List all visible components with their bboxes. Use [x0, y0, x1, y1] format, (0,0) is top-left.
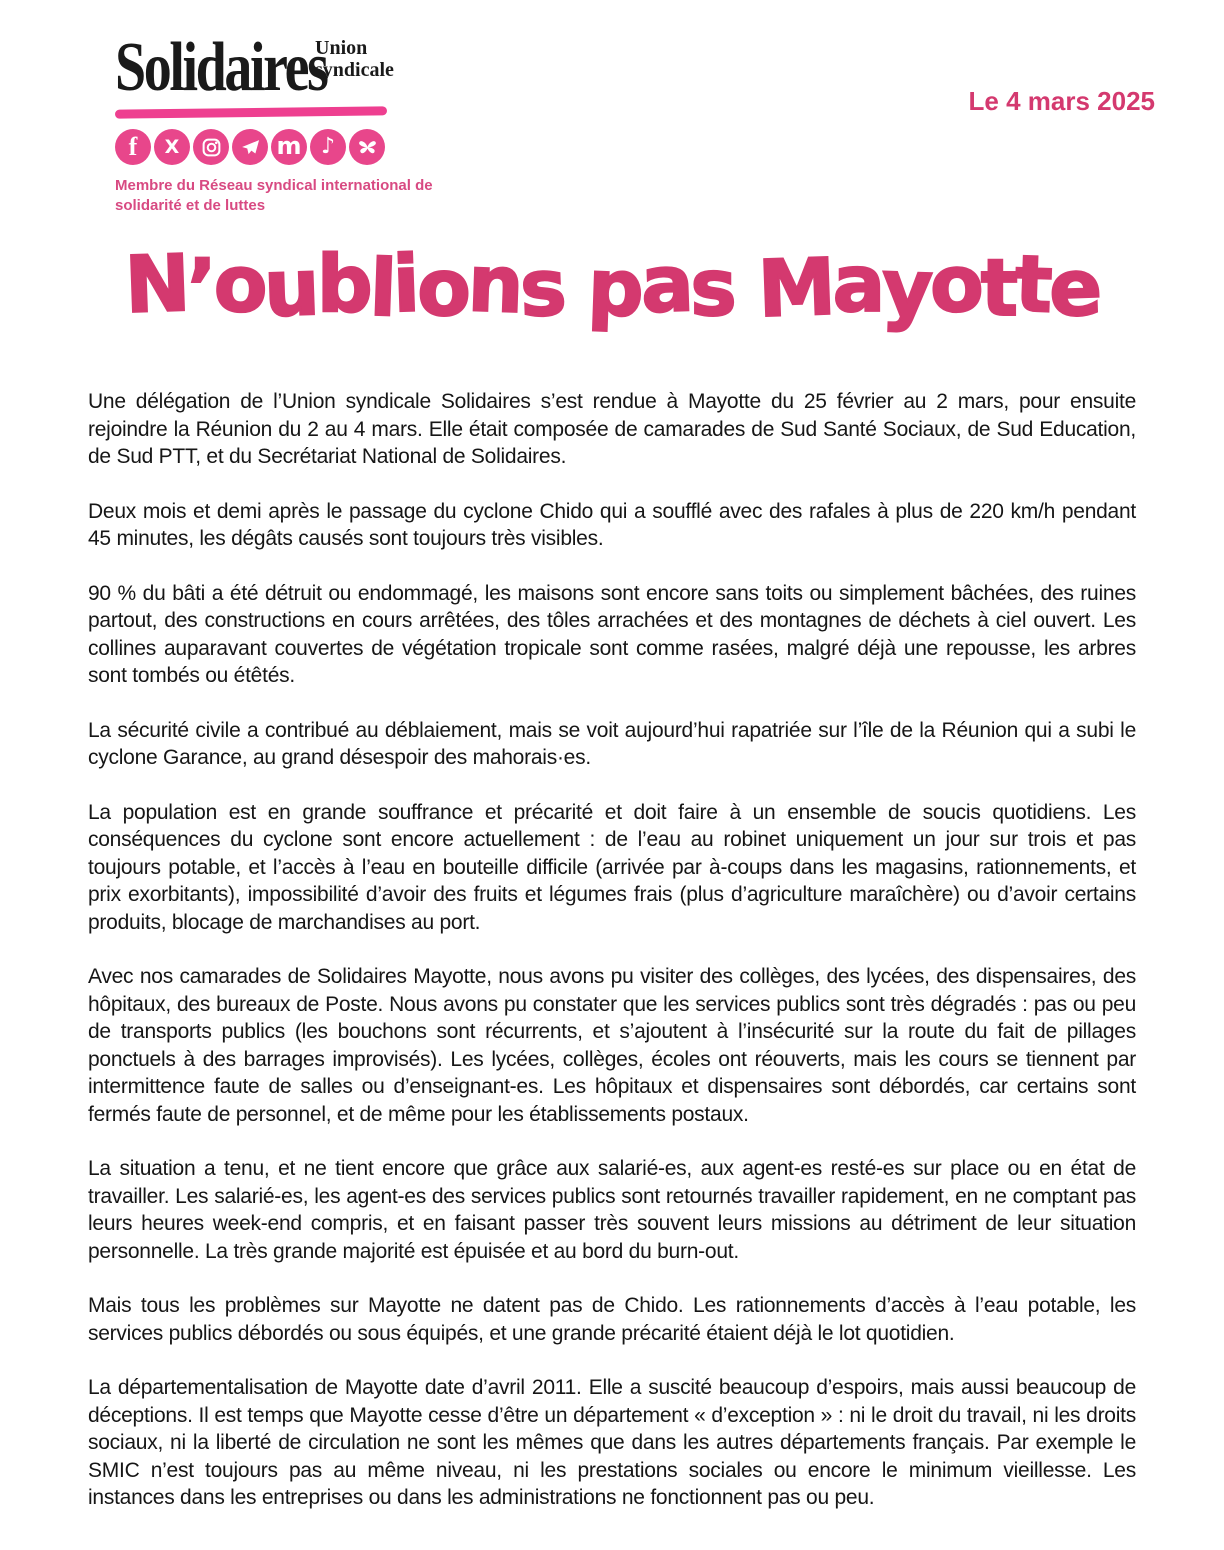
- logo-wordmark: Solidaires: [115, 29, 327, 106]
- x-twitter-icon[interactable]: [154, 129, 190, 165]
- paragraph-1: Une délégation de l’Union syndicale Solidaires s’est rendue à Mayotte du 25 février au 2 mars, pour ensuite rejoindre la Réunion du 2 au 4 mars. Elle était composée de camarades de Sud Santé Sociaux, de Sud Education, de Sud PTT, et du Secrétariat National de Solidaires.: [88, 390, 1136, 468]
- membership-note: [115, 176, 535, 215]
- instagram-glyph: [201, 137, 222, 158]
- document-body: [88, 388, 1136, 1539]
- document-date: Le 4 mars 2025: [968, 86, 1155, 116]
- social-icons-row: [115, 129, 535, 165]
- tiktok-glyph: ♪: [320, 134, 336, 159]
- facebook-glyph: f: [128, 132, 138, 161]
- instagram-icon[interactable]: [193, 129, 229, 165]
- paragraph-4: La sécurité civile a contribué au déblaiement, mais se voit aujourd’hui rapatriée sur l’île de la Réunion qui a subi le cyclone Garance, au grand désespoir des mahorais·es.: [88, 718, 1136, 769]
- membership-line-2: solidarité et de luttes: [115, 196, 266, 214]
- solidaires-logo: [115, 29, 535, 215]
- telegram-icon[interactable]: [232, 129, 268, 165]
- membership-line-1: Membre du Réseau syndical international de: [115, 177, 433, 194]
- page-title: N’oublions pas Mayotte: [123, 238, 1101, 336]
- telegram-glyph: [240, 137, 261, 158]
- logo-union-syndicale-label: Union syndicale: [315, 37, 394, 82]
- butterfly-icon[interactable]: [349, 129, 385, 165]
- facebook-icon[interactable]: [115, 129, 151, 165]
- paragraph-2: Deux mois et demi après le passage du cyclone Chido qui a soufflé avec des rafales à plus de 220 km/h pendant 45 minutes, les dégâts causés sont toujours très visibles.: [88, 499, 1136, 550]
- paragraph-8: Mais tous les problèmes sur Mayotte ne datent pas de Chido. Les rationnements d’accès à l’eau potable, les services publics débordés ou sous équipés, et une grande précarité étaient déjà le lot quotidien.: [88, 1294, 1136, 1345]
- logo-brush-underline: [115, 106, 387, 118]
- mastodon-icon[interactable]: [271, 129, 307, 165]
- x-glyph: X: [164, 135, 180, 158]
- tiktok-icon[interactable]: [310, 129, 346, 165]
- butterfly-glyph: [356, 136, 379, 159]
- paragraph-3: 90 % du bâti a été détruit ou endommagé, les maisons sont encore sans toits ou simplement bâchées, des ruines partout, des constructions en cours arrêtées, des tôles arrachées et des montagnes de déchets à ciel ouvert. Les collines auparavant couvertes de végétation tropicale sont comme rasées, malgré déjà une repousse, les arbres sont tombés ou étêtés.: [88, 581, 1136, 687]
- paragraph-7: La situation a tenu, et ne tient encore que grâce aux salarié-es, aux agent-es resté-es sur place ou en état de travailler. Les salarié-es, les agent-es des services publics sont retournés travailler rapidement, en ne comptant pas leurs heures week-end compris, et en faisant passer très souvent leurs missions au détriment de leur situation personnelle. La très grande majorité est épuisée et au bord du burn-out.: [88, 1157, 1136, 1263]
- paragraph-6: Avec nos camarades de Solidaires Mayotte, nous avons pu visiter des collèges, des lycées, des dispensaires, des hôpitaux, des bureaux de Poste. Nous avons pu constater que les services publics sont très dégradés : pas ou peu de transports publics (les bouchons sont récurrents, et s’ajoutent à l’insécurité sur la route du fait de pillages ponctuels à des barrages improvisés). Les lycées, collèges, écoles ont réouverts, mais les cours se tiennent par intermittence faute de salles ou d’enseignant-es. Les hôpitaux et dispensaires sont débordés, car certains sont fermés faute de personnel, et de même pour les établissements postaux.: [88, 965, 1136, 1126]
- paragraph-5: La population est en grande souffrance et précarité et doit faire à un ensemble de soucis quotidiens. Les conséquences du cyclone sont encore actuellement : de l’eau au robinet uniquement un jour sur trois et pas toujours potable, et l’accès à l’eau en bouteille difficile (arrivée par à-coups dans les magasins, rationnements, et prix exorbitants), impossibilité d’avoir des fruits et légumes frais (plus d’agriculture maraîchère) ou d’avoir certains produits, blocage de marchandises au port.: [88, 800, 1136, 934]
- mastodon-glyph: m: [276, 131, 302, 160]
- paragraph-9: La départementalisation de Mayotte date d’avril 2011. Elle a suscité beaucoup d’espoirs, mais aussi beaucoup de déceptions. Il est temps que Mayotte cesse d’être un département « d’exception » : ni le droit du travail, ni les droits sociaux, ni la liberté de circulation ne sont les mêmes que dans les autres départements français. Par exemple le SMIC n’est toujours pas au même niveau, ni les prestations sociales ou encore le minimum vieillesse. Les instances dans les entreprises ou dans les administrations ne fonctionnent pas ou peu.: [88, 1376, 1136, 1509]
